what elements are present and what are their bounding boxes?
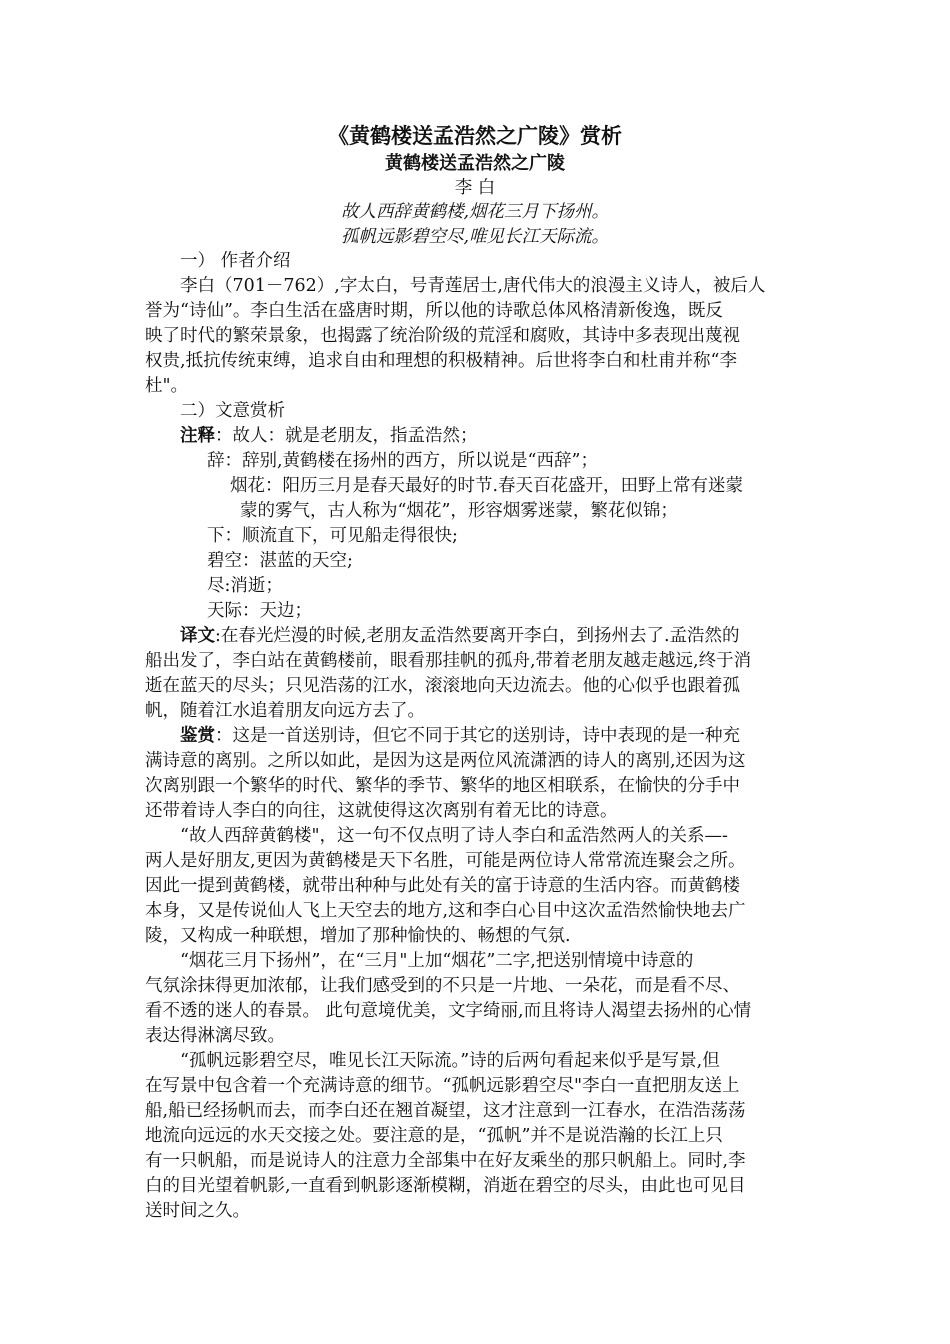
appreciation-line: 还带着诗人李白的向往，这就使得这次离别有着无比的诗意。 [145, 801, 618, 821]
notes-label: 注释 [180, 426, 215, 446]
paragraph-line: 本身，又是传说仙人飞上天空去的地方,这和李白心目中这次孟浩然愉快地去广 [145, 901, 746, 921]
translation-line: 帆，随着江水追着朋友向远方去了。 [145, 701, 425, 721]
appreciation-line [180, 724, 840, 749]
appreciation-line: 次离别跟一个繁华的时代、繁华的季节、繁华的地区相联系，在愉快的分手中 [145, 776, 740, 796]
appreciation-line: 满诗意的离别。之所以如此，是因为这是两位风流潇洒的诗人的离别,还因为这 [145, 751, 746, 771]
paragraph-line: 白的目光望着帆影,一直看到帆影逐渐模糊，消逝在碧空的尽头，由此也可见目 [145, 1176, 746, 1196]
paragraph-line: 气氛涂抹得更加浓郁，让我们感受到的不只是一片地、一朵花，而是看不尽、 [145, 976, 740, 996]
notes-line: 下：顺流直下，可见船走得很快; [207, 526, 458, 546]
section-heading-analysis: 二）文意赏析 [180, 401, 285, 421]
translation-label: 译文 [180, 626, 215, 646]
author-intro-line: 誉为“诗仙”。李白生活在盛唐时期，所以他的诗歌总体风格清新俊逸，既反 [145, 301, 723, 321]
author-intro-line: 李白（701－762）,字太白，号青莲居士,唐代伟大的浪漫主义诗人，被后人 [180, 276, 766, 296]
translation-line: 逝在蓝天的尽头；只见浩荡的江水，滚滚地向天边流去。他的心似乎也跟着孤 [145, 676, 740, 696]
notes-line: 辞：辞别,黄鹤楼在扬州的西方，所以说是“西辞”； [207, 451, 598, 471]
paragraph-line: 看不透的迷人的春景。 此句意境优美，文字绮丽,而且将诗人渴望去扬州的心情 [145, 1001, 752, 1021]
poem-verse-2: 孤帆远影碧空尽,唯见长江天际流。 [340, 227, 610, 247]
notes-line: 碧空：湛蓝的天空; [207, 551, 353, 571]
notes-text: ：故人：就是老朋友，指孟浩然； [215, 426, 478, 446]
notes-line: 天际：天边； [207, 601, 312, 621]
paragraph-line: 有一只帆船，而是说诗人的注意力全部集中在好友乘坐的那只帆船上。同时,李 [145, 1151, 746, 1171]
author-intro-line: 映了时代的繁荣景象，也揭露了统治阶级的荒淫和腐败，其诗中多表现出蔑视 [145, 326, 740, 346]
translation-text: :在春光烂漫的时候,老朋友孟浩然要离开李白，到扬州去了.孟浩然的 [215, 626, 740, 646]
paragraph-line: 船,船已经扬帆而去，而李白还在翘首凝望，这才注意到一江春水，在浩浩荡荡 [145, 1101, 746, 1121]
page-title: 《黄鹤楼送孟浩然之广陵》赏析 [328, 123, 622, 148]
notes-line [180, 424, 840, 449]
translation-line [180, 624, 840, 649]
poem-title: 黄鹤楼送孟浩然之广陵 [385, 153, 565, 174]
author-intro-line: 杜"。 [145, 376, 189, 396]
paragraph-line: “孤帆远影碧空尽，唯见长江天际流。”诗的后两句看起来似乎是写景,但 [180, 1051, 720, 1071]
paragraph-line: 两人是好朋友,更因为黄鹤楼是天下名胜，可能是两位诗人常常流连聚会之所。 [145, 851, 746, 871]
paragraph-line: 表达得淋漓尽致。 [145, 1026, 285, 1046]
notes-line: 烟花：阳历三月是春天最好的时节.春天百花盛开，田野上常有迷蒙 [230, 476, 744, 496]
translation-line: 船出发了，李白站在黄鹤楼前，眼看那挂帆的孤舟,带着老朋友越走越远,终于消 [145, 651, 752, 671]
appreciation-text: ：这是一首送别诗，但它不同于其它的送别诗，诗中表现的是一种充 [215, 726, 740, 746]
section-heading-author: 一） 作者介绍 [180, 251, 291, 271]
notes-line: 蒙的雾气，古人称为“烟花”，形容烟雾迷蒙，繁花似锦； [240, 501, 678, 521]
paragraph-line: 陵，又构成一种联想，增加了那种愉快的、畅想的气氛. [145, 926, 571, 946]
notes-line: 尽:消逝； [207, 576, 283, 596]
appreciation-label: 鉴赏 [180, 726, 215, 746]
paragraph-line: “烟花三月下扬州”，在“三月"上加“烟花”二字,把送别情境中诗意的 [180, 951, 694, 971]
paragraph-line: 送时间之久。 [145, 1201, 250, 1221]
paragraph-line: 在写景中包含着一个充满诗意的细节。“孤帆远影碧空尽"李白一直把朋友送上 [145, 1076, 740, 1096]
paragraph-line: “故人西辞黄鹤楼"，这一句不仅点明了诗人李白和孟浩然两人的关系—- [180, 826, 728, 846]
poem-verse-1: 故人西辞黄鹤楼,烟花三月下扬州。 [340, 202, 610, 222]
paragraph-line: 地流向远远的水天交接之处。要注意的是，“孤帆”并不是说浩瀚的长江上只 [145, 1126, 723, 1146]
author-intro-line: 权贵,抵抗传统束缚，追求自由和理想的积极精神。后世将李白和杜甫并称“李 [145, 351, 738, 371]
paragraph-line: 因此一提到黄鹤楼，就带出种种与此处有关的富于诗意的生活内容。而黄鹤楼 [145, 876, 740, 896]
poem-author: 李 白 [454, 178, 496, 198]
